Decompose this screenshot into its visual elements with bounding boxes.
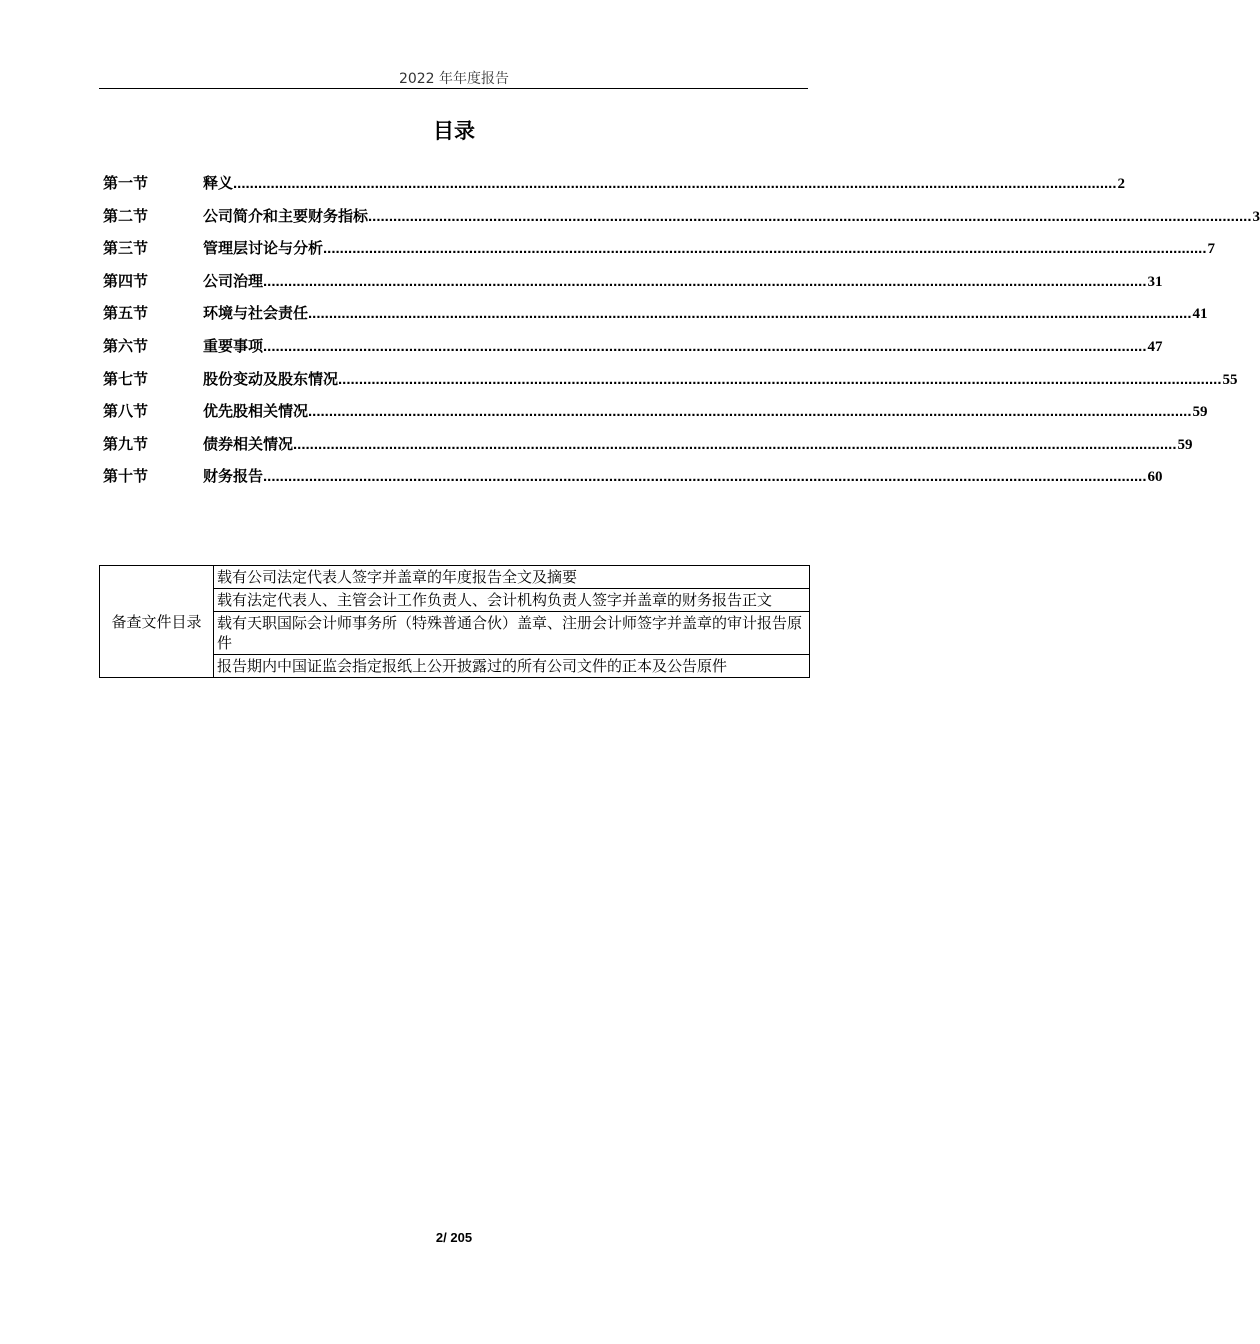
reference-doc-item: 载有法定代表人、主管会计工作负责人、会计机构负责人签字并盖章的财务报告正文 (214, 589, 810, 612)
toc-section-title: 释义 (203, 174, 234, 192)
toc-page-number: 41 (1192, 306, 1208, 323)
toc-section-number: 第五节 (103, 304, 149, 323)
toc-page-number: 31 (1147, 273, 1163, 290)
toc-title: 目录 (433, 119, 475, 143)
toc-page-number: 59 (1177, 436, 1193, 453)
toc-section-title: 财务报告 (203, 467, 264, 486)
toc-entry-4[interactable] (103, 270, 1163, 303)
table-row (100, 566, 810, 589)
reference-doc-item: 报告期内中国证监会指定报纸上公开披露过的所有公司文件的正本及公告原件 (214, 655, 810, 678)
toc-section-number: 第一节 (103, 174, 149, 192)
toc-section-title: 重要事项 (203, 336, 264, 355)
toc-section-number: 第九节 (103, 434, 149, 453)
running-header: 2022 年年度报告 (398, 71, 510, 87)
table-of-contents (103, 172, 1260, 498)
toc-page-number: 7 (1207, 241, 1216, 258)
toc-section-number: 第十节 (103, 467, 149, 486)
toc-section-title: 管理层讨论与分析 (203, 239, 324, 258)
toc-section-title: 环境与社会责任 (203, 304, 309, 323)
toc-entry-9[interactable] (103, 433, 1193, 466)
header-divider (99, 88, 808, 89)
toc-leader-dots: .................................................................................................................................................................................................................... (263, 337, 1147, 355)
toc-leader-dots: .................................................................................................................................................................................................................... (368, 207, 1252, 225)
toc-entry-7[interactable] (103, 368, 1238, 401)
toc-leader-dots: .................................................................................................................................................................................................................... (263, 468, 1147, 486)
toc-leader-dots: .................................................................................................................................................................................................................... (233, 175, 1117, 192)
toc-leader-dots: .................................................................................................................................................................................................................... (323, 240, 1207, 258)
toc-entry-6[interactable] (103, 335, 1163, 368)
reference-docs-label: 备查文件目录 (100, 566, 214, 678)
toc-entry-8[interactable] (103, 400, 1208, 433)
toc-page-number: 2 (1117, 176, 1126, 192)
toc-section-title: 公司治理 (203, 271, 264, 290)
toc-page-number: 55 (1222, 371, 1238, 388)
toc-section-number: 第三节 (103, 239, 149, 258)
reference-documents-table (99, 565, 810, 678)
page-number: 2/ 205 (435, 1230, 473, 1245)
toc-page-number: 47 (1147, 338, 1163, 355)
toc-leader-dots: .................................................................................................................................................................................................................... (293, 435, 1177, 453)
toc-section-number: 第二节 (103, 206, 149, 225)
toc-section-number: 第四节 (103, 271, 149, 290)
toc-leader-dots: .................................................................................................................................................................................................................... (338, 370, 1222, 388)
toc-entry-3[interactable] (103, 237, 1216, 270)
toc-section-title: 优先股相关情况 (203, 402, 309, 421)
toc-page-number: 59 (1192, 404, 1208, 421)
toc-leader-dots: .................................................................................................................................................................................................................... (308, 403, 1192, 421)
toc-entry-1[interactable] (103, 172, 1126, 205)
toc-section-title: 债券相关情况 (203, 434, 294, 453)
toc-section-number: 第八节 (103, 402, 149, 421)
toc-section-title: 股份变动及股东情况 (203, 369, 339, 388)
toc-section-title: 公司简介和主要财务指标 (203, 206, 369, 225)
reference-doc-item: 载有公司法定代表人签字并盖章的年度报告全文及摘要 (214, 566, 810, 589)
toc-page-number: 60 (1147, 469, 1163, 486)
toc-section-number: 第七节 (103, 369, 149, 388)
reference-doc-item: 载有天职国际会计师事务所（特殊普通合伙）盖章、注册会计师签字并盖章的审计报告原件 (214, 612, 810, 655)
toc-leader-dots: .................................................................................................................................................................................................................... (308, 305, 1192, 323)
toc-entry-2[interactable] (103, 205, 1260, 238)
toc-entry-5[interactable] (103, 302, 1208, 335)
toc-leader-dots: .................................................................................................................................................................................................................... (263, 272, 1147, 290)
toc-page-number: 3 (1252, 208, 1260, 225)
toc-entry-10[interactable] (103, 465, 1163, 498)
toc-section-number: 第六节 (103, 336, 149, 355)
